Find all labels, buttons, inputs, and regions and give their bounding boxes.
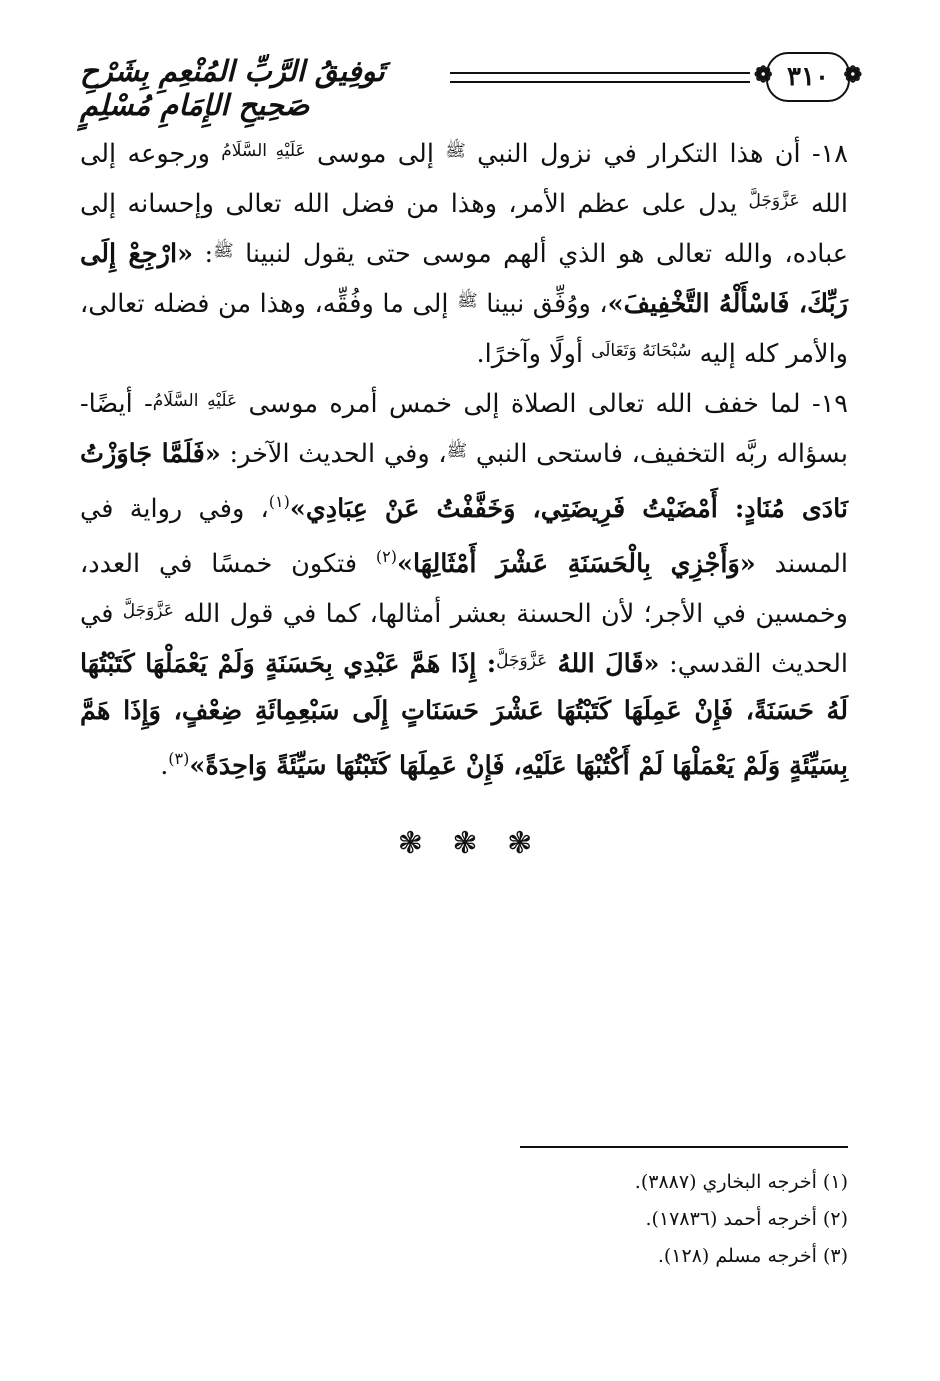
text: في الحديث القدسي: bbox=[80, 599, 848, 679]
honorific: ﷺ bbox=[446, 441, 468, 461]
page-header bbox=[80, 52, 850, 122]
page-number: ❁ ٣١٠ ❁ bbox=[766, 52, 850, 102]
text: . bbox=[160, 751, 169, 781]
footnote-1: (١) أخرجه البخاري (٣٨٨٧). bbox=[634, 1171, 848, 1193]
honorific: ﷺ bbox=[445, 141, 466, 161]
footnote-2: (٢) أخرجه أحمد (١٧٨٣٦). bbox=[645, 1208, 848, 1230]
hadith-quote: «وَأَجْزِي بِالْحَسَنَةِ عَشْرَ أَمْثَالِهَا» bbox=[397, 549, 756, 579]
hadith-quote: : إِذَا هَمَّ عَبْدِي بِحَسَنَةٍ وَلَمْ يَعْمَلْهَا كَتَبْتُهَا لَهُ حَسَنَةً، فَإِنْ عَمِلَهَا كَتَبْتُهَا عَشْرَ حَسَنَاتٍ إِلَى سَبْعِمِائَةِ ضِعْفٍ، وَإِذَا هَمَّ بِسَيِّئَةٍ وَلَمْ يَعْمَلْهَا لَمْ أَكْتُبْهَا عَلَيْهِ، فَإِنْ عَمِلَهَا كَتَبْتُهَا سَيِّئَةً وَاحِدَةً» bbox=[80, 649, 848, 781]
honorific: ﷺ bbox=[213, 241, 234, 261]
footnote-ref[interactable]: (٢) bbox=[375, 547, 397, 566]
text: ورجوعه إلى الله bbox=[80, 139, 848, 219]
text: ، ووُفِّق نبينا bbox=[477, 289, 608, 319]
main-text bbox=[80, 128, 848, 790]
honorific: عَزَّوَجَلَّ bbox=[748, 191, 800, 211]
text: ، وفي الحديث الآخر: bbox=[220, 439, 447, 469]
text: - أيضًا- بسؤاله ربَّه التخفيف، فاستحى النبي bbox=[80, 389, 848, 469]
hadith-quote: «قَالَ اللهُ bbox=[547, 649, 660, 679]
paragraph-18 bbox=[80, 128, 848, 378]
header-rule bbox=[450, 72, 750, 83]
honorific: سُبْحَانَهُ وَتَعَالَى bbox=[591, 341, 692, 361]
text: ١٨- أن هذا التكرار في نزول النبي bbox=[465, 139, 848, 169]
footnote-ref[interactable]: (١) bbox=[268, 492, 290, 511]
honorific: عَلَيْهِ السَّلَامُ bbox=[152, 391, 238, 411]
hadith-quote: «ارْجِعْ إِلَى رَبِّكَ، فَاسْأَلْهُ التَّخْفِيفَ» bbox=[80, 239, 848, 319]
honorific: ﷺ bbox=[457, 291, 478, 311]
footnote-3: (٣) أخرجه مسلم (١٢٨). bbox=[657, 1245, 848, 1267]
honorific: عَلَيْهِ السَّلَامُ bbox=[221, 141, 306, 161]
text: : bbox=[193, 239, 214, 269]
honorific: عَزَّوَجَلَّ bbox=[496, 651, 548, 671]
paragraph-19 bbox=[80, 378, 848, 790]
book-title: تَوفِيقُ الرَّبِّ المُنْعِمِ بِشَرْحِ صَحِيحِ الإِمَامِ مُسْلِمٍ bbox=[80, 54, 385, 122]
text: إلى ما وفُقِّه، وهذا من فضله تعالى، والأمر كله إليه bbox=[80, 289, 848, 369]
honorific: عَزَّوَجَلَّ bbox=[122, 601, 174, 621]
footnotes bbox=[348, 1164, 848, 1275]
text: ، وفي رواية في المسند bbox=[80, 494, 849, 579]
text: أولًا وآخرًا. bbox=[476, 339, 592, 369]
section-separator: ❃ ❃ ❃ bbox=[397, 826, 543, 861]
text: فتكون خمسًا في العدد، وخمسين في الأجر؛ لأن الحسنة بعشر أمثالها، كما في قول الله bbox=[80, 549, 848, 629]
footnote-rule bbox=[520, 1146, 848, 1148]
hadith-quote: «فَلَمَّا جَاوَزْتُ نَادَى مُنَادٍ: أَمْضَيْتُ فَرِيضَتِي، وَخَفَّفْتُ عَنْ عِبَادِي» bbox=[80, 439, 849, 524]
footnote-ref[interactable]: (٣) bbox=[168, 749, 190, 768]
text: ١٩- لما خفف الله تعالى الصلاة إلى خمس أمره موسى bbox=[237, 389, 848, 419]
text: يدل على عظم الأمر، وهذا من فضل الله تعالى وإحسانه إلى عباده، والله تعالى هو الذي ألهم موسى حتى يقول لنبينا bbox=[80, 189, 848, 269]
text: إلى موسى bbox=[305, 139, 446, 169]
